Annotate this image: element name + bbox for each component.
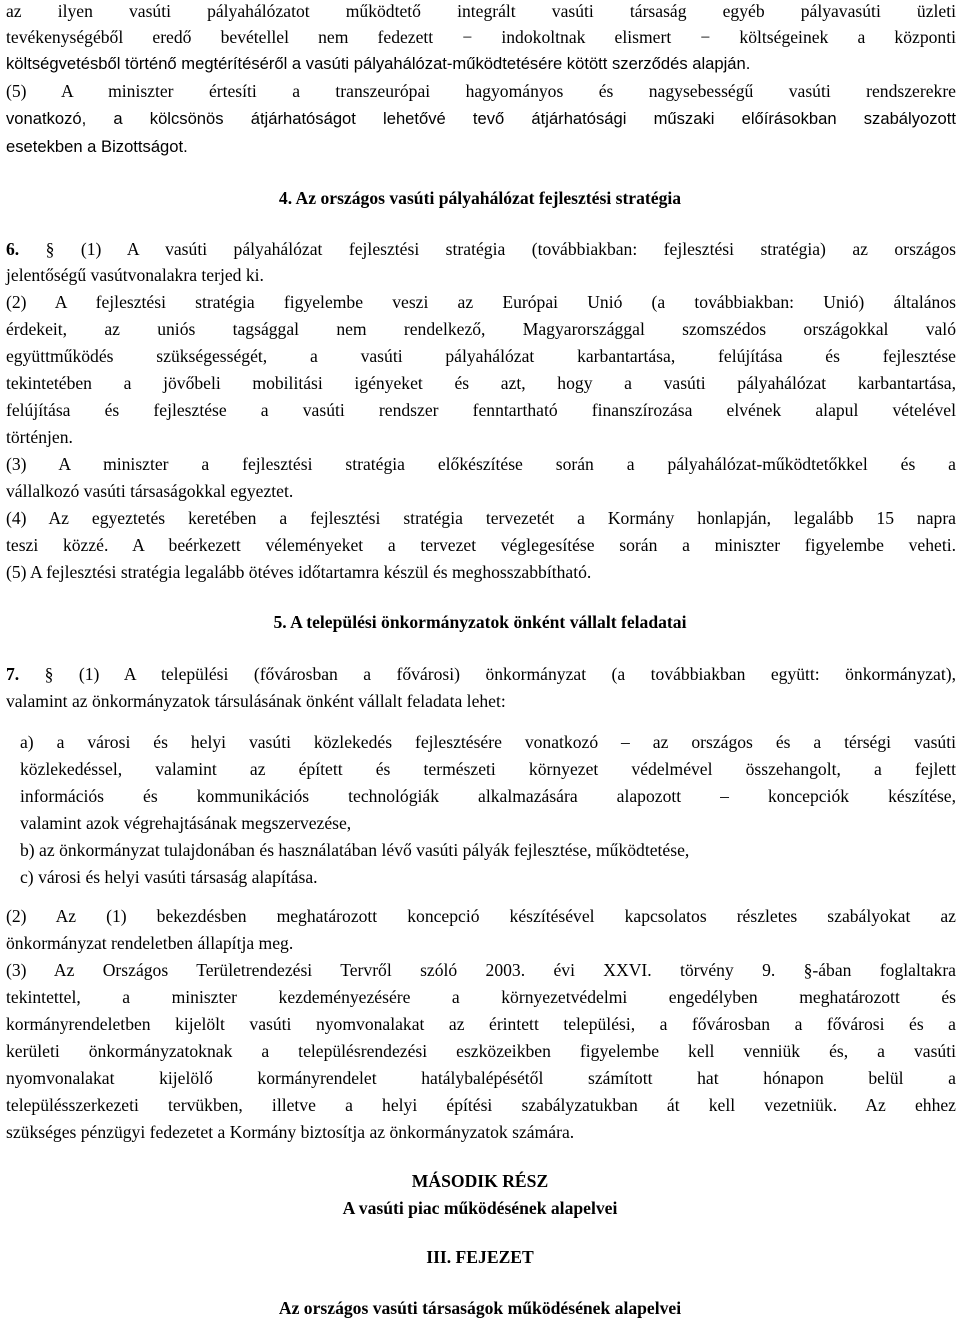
text-line: (3) Az Országos Területrendezési Tervről szóló 2003. évi XXVI. törvény 9. §-ában foglaltakra [6, 960, 956, 980]
text-line: vállalkozó vasúti társaságokkal egyeztet. [6, 481, 294, 501]
section-number: 7. [6, 664, 20, 684]
text-line: közlekedéssel, valamint az épített és természeti környezet védelmével összehangolt, a fejlett [20, 759, 956, 779]
text-line: együttműködés szükségességét, a vasúti pályahálózat karbantartása, felújítása és fejlesztése [6, 346, 956, 366]
text-line: nyomvonalakat kijelölő kormányrendelet hatálybalépésétől számított hat hónapon belül a [6, 1068, 956, 1088]
text-line: kerületi önkormányzatoknak a településrendezési eszközeikben figyelembe kell venniük és, a vasúti [6, 1041, 956, 1061]
text-line: valamint az önkormányzatok társulásának önként vállalt feladata lehet: [6, 691, 506, 711]
part-title: MÁSODIK RÉSZ [411, 1171, 549, 1191]
text-line: tevékenységéből eredő bevétellel nem fedezett − indokoltnak elismert − költségeinek a központi [6, 27, 956, 47]
text-line: teszi közzé. A beérkezett véleményeket a tervezet véglegesítése során a miniszter figyelembe veheti. [6, 535, 956, 555]
paragraph-7-line [6, 661, 956, 688]
section-heading: 4. Az országos vasúti pályahálózat fejlesztési stratégia [278, 188, 682, 208]
text-line: (4) Az egyeztetés keretében a fejlesztési stratégia tervezetét a Kormány honlapján, legalább 15 napra [6, 508, 956, 528]
chapter-title: III. FEJEZET [426, 1247, 534, 1267]
text-line: (2) Az (1) bekezdésben meghatározott koncepció készítésével kapcsolatos részletes szabályokat az [6, 906, 956, 926]
section-heading: 5. A települési önkormányzatok önként vállalt feladatai [273, 612, 687, 632]
paragraph-text: § (1) A települési (fővárosban a fővárosi) önkormányzat (a továbbiakban együtt: önkormányzat), [44, 664, 957, 684]
text-line: (5) A fejlesztési stratégia legalább ötéves időtartamra készül és meghosszabbítható. [6, 562, 592, 582]
text-line: önkormányzat rendeletben állapítja meg. [6, 933, 294, 953]
chapter-subtitle: Az országos vasúti társaságok működésének alapelvei [278, 1298, 682, 1318]
text-line: jelentőségű vasútvonalakra terjed ki. [6, 265, 264, 285]
list-item-a: a) a városi és helyi vasúti közlekedés fejlesztésére vonatkozó – az országos és a térségi vasúti [20, 732, 956, 752]
text-line: vonatkozó, a kölcsönös átjárhatóságot lehetővé tevő átjárhatósági műszaki előírásokban szabályozott [6, 109, 956, 128]
text-line: tekintettel, a miniszter kezdeményezésére a környezetvédelmi engedélyben meghatározott és [6, 987, 956, 1007]
text-line: kormányrendeletben kijelölt vasúti nyomvonalakat az érintett települési, a fővárosban a fővárosi és a [6, 1014, 956, 1034]
text-line: esetekben a Bizottságot. [6, 137, 188, 156]
text-line: érdekeit, az uniós tagsággal nem rendelkező, Magyarországgal szomszédos országokkal való [6, 319, 956, 339]
part-subtitle: A vasúti piac működésének alapelvei [342, 1198, 618, 1218]
text-line: információs és kommunikációs technológiák alkalmazására alapozott – koncepciók készítése, [20, 786, 956, 806]
text-line: valamint azok végrehajtásának megszervezése, [20, 813, 352, 833]
text-line: felújítása és fejlesztése a vasúti rendszer fenntartható finanszírozása elvének alapul vételével [6, 400, 956, 420]
text-line: (5) A miniszter értesíti a transzeurópai hagyományos és nagysebességű vasúti rendszerekre [6, 81, 956, 101]
text-line: településszerkezeti tervükben, illetve a helyi építési szabályzatukban át kell vezetniük. Az ehhez [6, 1095, 956, 1115]
paragraph-text: § (1) A vasúti pályahálózat fejlesztési stratégia (továbbiakban: fejlesztési stratégia) az országos [45, 239, 956, 259]
text-line: szükséges pénzügyi fedezetet a Kormány biztosítja az önkormányzatok számára. [6, 1122, 575, 1142]
text-line: történjen. [6, 427, 73, 447]
text-line: tekintetében a jövőbeli mobilitási igényeket és azt, hogy a vasúti pályahálózat karbantartása, [6, 373, 956, 393]
text-line: (2) A fejlesztési stratégia figyelembe veszi az Európai Unió (a továbbiakban: Unió) általános [6, 292, 956, 312]
paragraph-6-line [6, 236, 956, 263]
section-number: 6. [6, 239, 20, 259]
text-line: költségvetésből történő megtérítéséről a vasúti pályahálózat-működtetésére kötött szerződés alapján. [6, 54, 751, 73]
text-line: az ilyen vasúti pályahálózatot működtető integrált vasúti társaság egyéb pályavasúti üzleti [6, 1, 956, 21]
list-item-b: b) az önkormányzat tulajdonában és használatában lévő vasúti pályák fejlesztése, működtetése, [20, 840, 690, 860]
list-item-c: c) városi és helyi vasúti társaság alapítása. [20, 867, 318, 887]
text-line: (3) A miniszter a fejlesztési stratégia előkészítése során a pályahálózat-működtetőkkel és a [6, 454, 956, 474]
